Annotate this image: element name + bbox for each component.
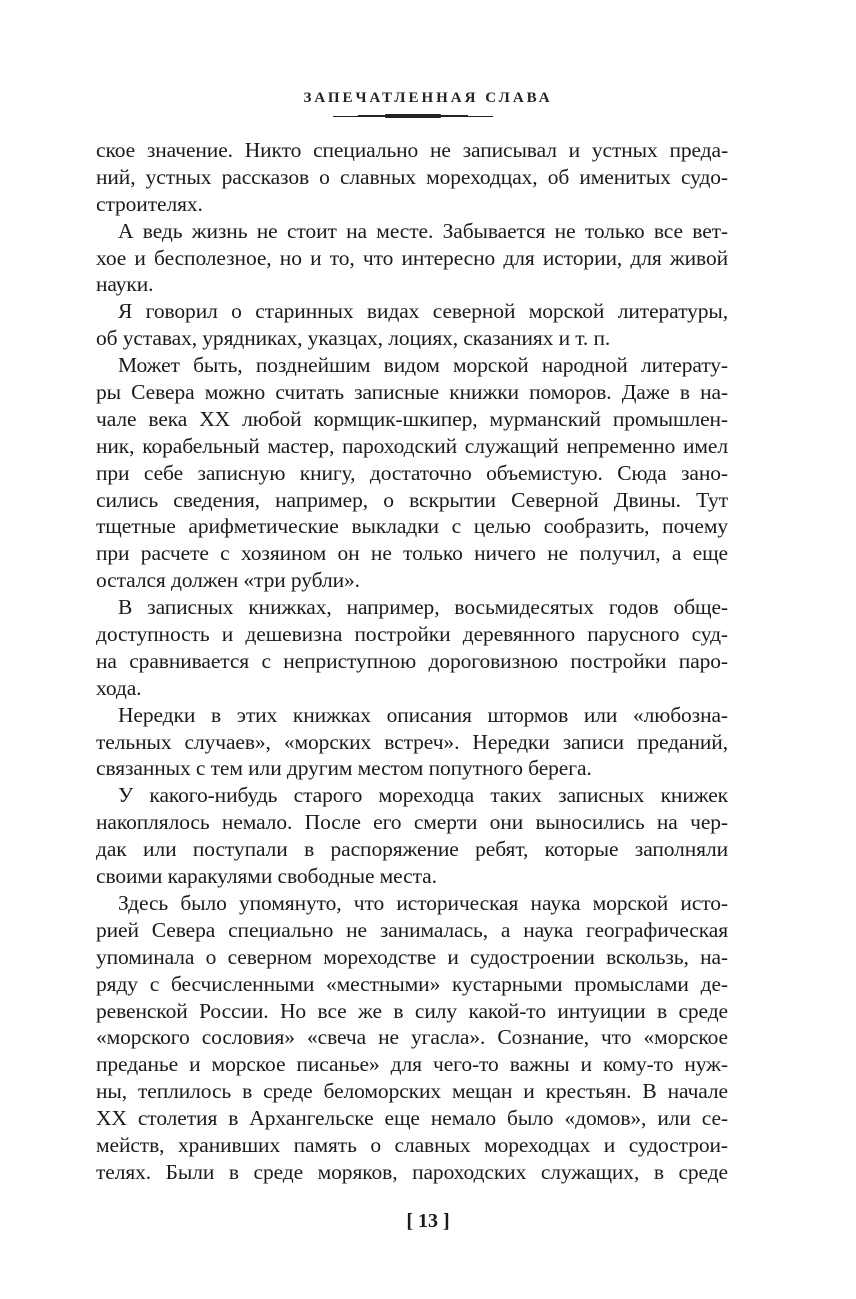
text-line: ний, устных рассказов о славных мореходцах, об именитых судо-: [96, 164, 728, 189]
text-line: тщетные арифметические выкладки с целью сообразить, почему: [96, 514, 728, 539]
text-line: XX столетия в Архангельске еще немало было «домов», или се-: [96, 1106, 728, 1131]
text-line: ревенской России. Но все же в силу какой-то интуиции в среде: [96, 998, 728, 1023]
text-line: А ведь жизнь не стоит на месте. Забывается не только все вет-: [118, 218, 728, 243]
paragraph: [96, 352, 728, 594]
text-line: строителях.: [96, 191, 203, 216]
text-line: хое и бесполезное, но и то, что интересно для истории, для живой: [96, 245, 728, 270]
paragraph: [96, 782, 728, 890]
text-line: «морского сословия» «свеча не угасла». Сознание, что «морское: [96, 1025, 728, 1050]
text-line: рией Севера специально не занималась, а наука географическая: [96, 917, 728, 942]
text-line: чале века XX любой кормщик-шкипер, мурманский промышлен-: [96, 406, 728, 431]
text-line: Нередки в этих книжках описания штормов или «любозна-: [118, 702, 728, 727]
text-line: преданье и морское писанье» для чего-то важны и кому-то нуж-: [96, 1052, 728, 1077]
text-line: хода.: [96, 675, 142, 700]
text-line: Может быть, позднейшим видом морской народной литерату-: [118, 353, 728, 378]
paragraph: [96, 137, 728, 218]
text-line: при расчете с хозяином он не только ничего не получил, а еще: [96, 541, 728, 566]
text-line: ник, корабельный мастер, пароходский служащий непременно имел: [96, 433, 728, 458]
text-line: при себе записную книгу, достаточно объемистую. Сюда зано-: [96, 460, 728, 485]
paragraph: [96, 298, 728, 352]
text-line: остался должен «три рубли».: [96, 568, 360, 593]
text-line: науки.: [96, 272, 154, 297]
body-text: [96, 137, 728, 1186]
paragraph: [96, 218, 728, 299]
text-line: дак или поступали в распоряжение ребят, которые заполняли: [96, 837, 728, 862]
running-head: ЗАПЕЧАТЛЕННАЯ СЛАВА: [303, 90, 553, 106]
text-line: сились сведения, например, о вскрытии Северной Двины. Тут: [96, 487, 728, 512]
text-line: ское значение. Никто специально не записывал и устных преда-: [96, 138, 728, 162]
text-line: У какого-нибудь старого мореходца таких записных книжек: [118, 783, 728, 808]
text-line: об уставах, урядниках, указцах, лоциях, сказаниях и т. п.: [96, 326, 611, 351]
text-line: ны, теплилось в среде беломорских мещан и крестьян. В начале: [96, 1079, 728, 1104]
header-rule-core: [385, 114, 441, 118]
text-line: накоплялось немало. После его смерти они выносились на чер-: [96, 810, 728, 835]
text-line: ры Севера можно считать записные книжки поморов. Даже в на-: [96, 380, 728, 405]
text-line: телях. Были в среде моряков, пароходских служащих, в среде: [96, 1159, 728, 1184]
paragraph: [96, 594, 728, 702]
text-line: связанных с тем или другим местом попутного берега.: [96, 756, 592, 781]
text-line: Я говорил о старинных видах северной морской литературы,: [118, 299, 728, 324]
text-line: тельных случаев», «морских встреч». Нередки записи преданий,: [96, 729, 728, 754]
text-line: мейств, хранивших память о славных мореходцах и судострои-: [96, 1132, 728, 1157]
page-number: [ 13 ]: [406, 1210, 450, 1232]
text-line: своими каракулями свободные места.: [96, 864, 437, 889]
text-line: В записных книжках, например, восьмидесятых годов обще-: [118, 595, 728, 620]
text-line: ряду с бесчисленными «местными» кустарными промыслами де-: [96, 971, 728, 996]
text-line: Здесь было упомянуто, что историческая наука морской исто-: [118, 890, 728, 915]
text-line: доступность и дешевизна постройки деревянного парусного суд-: [96, 622, 728, 647]
paragraph: [96, 702, 728, 783]
text-line: упоминала о северном мореходстве и судостроении вскользь, на-: [96, 944, 728, 969]
text-line: на сравнивается с неприступною дороговизною постройки паро-: [96, 648, 728, 673]
paragraph: [96, 890, 728, 1186]
